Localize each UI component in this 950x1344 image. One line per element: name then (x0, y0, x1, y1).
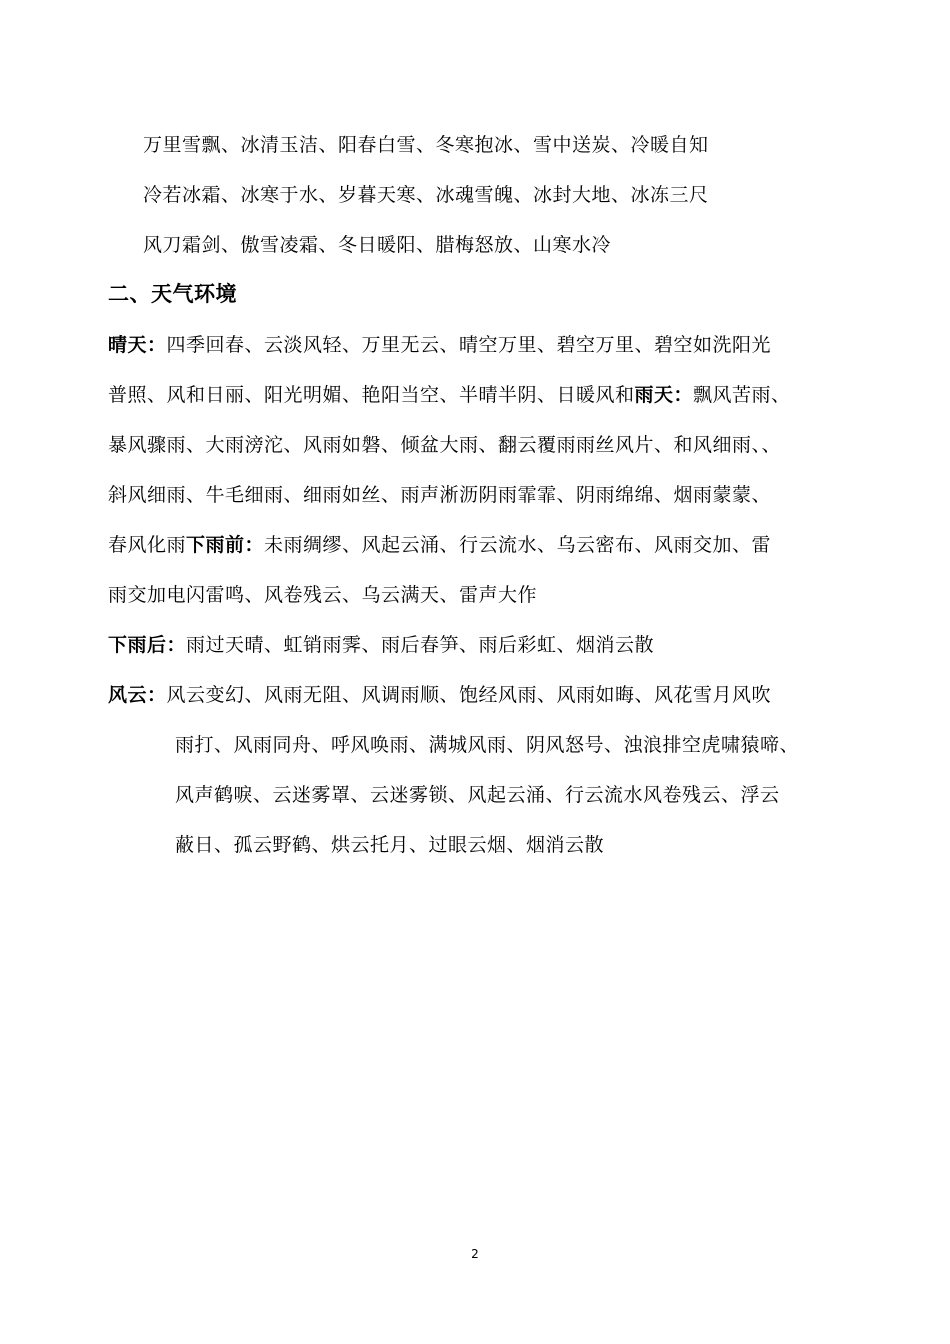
wind-cloud-line-2: 雨打、风雨同舟、呼风唤雨、满城风雨、阴风怒号、浊浪排空虎啸猿啼、 (175, 734, 800, 756)
sunny-label: 晴天： (108, 334, 167, 356)
rainy-label: 雨天： (634, 384, 694, 406)
before-rain-text-1: 未雨绸缪、风起云涌、行云流水、乌云密布、风雨交加、雷 (264, 534, 772, 556)
after-rain-line (108, 632, 654, 658)
winter-line-1: 万里雪飘、冰清玉洁、阳春白雪、冬寒抱冰、雪中送炭、冷暖自知 (143, 134, 709, 156)
wind-cloud-label: 风云： (108, 684, 167, 706)
wind-cloud-line-1 (108, 682, 771, 708)
rainy-text-4: 春风化雨 (108, 534, 187, 556)
before-rain-label: 下雨前： (186, 534, 265, 556)
section-heading-weather: 二、天气环境 (108, 282, 237, 306)
sunny-text-2: 普照、风和日丽、阳光明媚、艳阳当空、半晴半阴、日暖风和 (108, 384, 635, 406)
rainy-line-3: 斜风细雨、牛毛细雨、细雨如丝、雨声淅沥阴雨霏霏、阴雨绵绵、烟雨蒙蒙、 (108, 484, 772, 506)
page-number: 2 (471, 1247, 479, 1261)
wind-cloud-line-3: 风声鹤唳、云迷雾罩、云迷雾锁、风起云涌、行云流水风卷残云、浮云 (175, 784, 780, 806)
rainy-line-2: 暴风骤雨、大雨滂沱、风雨如磐、倾盆大雨、翻云覆雨雨丝风片、和风细雨、、 (108, 434, 782, 456)
rainy-text-1: 飘风苦雨、 (693, 384, 791, 406)
winter-line-2: 冷若冰霜、冰寒于水、岁暮天寒、冰魂雪魄、冰封大地、冰冻三尺 (143, 184, 709, 206)
sunny-rainy-line (108, 382, 791, 408)
before-rain-line-2: 雨交加电闪雷鸣、风卷残云、乌云满天、雷声大作 (108, 584, 538, 606)
wind-cloud-line-4: 蔽日、孤云野鹤、烘云托月、过眼云烟、烟消云散 (175, 834, 605, 856)
sunny-line-1 (108, 332, 771, 358)
sunny-text-1: 四季回春、云淡风轻、万里无云、晴空万里、碧空万里、碧空如洗阳光 (166, 334, 772, 356)
rainy-before-line (108, 532, 771, 558)
after-rain-text: 雨过天晴、虹销雨霁、雨后春笋、雨后彩虹、烟消云散 (186, 634, 655, 656)
after-rain-label: 下雨后： (108, 634, 187, 656)
wind-cloud-text-1: 风云变幻、风雨无阻、风调雨顺、饱经风雨、风雨如晦、风花雪月风吹 (166, 684, 772, 706)
winter-line-3: 风刀霜剑、傲雪凌霜、冬日暖阳、腊梅怒放、山寒水冷 (143, 234, 612, 256)
